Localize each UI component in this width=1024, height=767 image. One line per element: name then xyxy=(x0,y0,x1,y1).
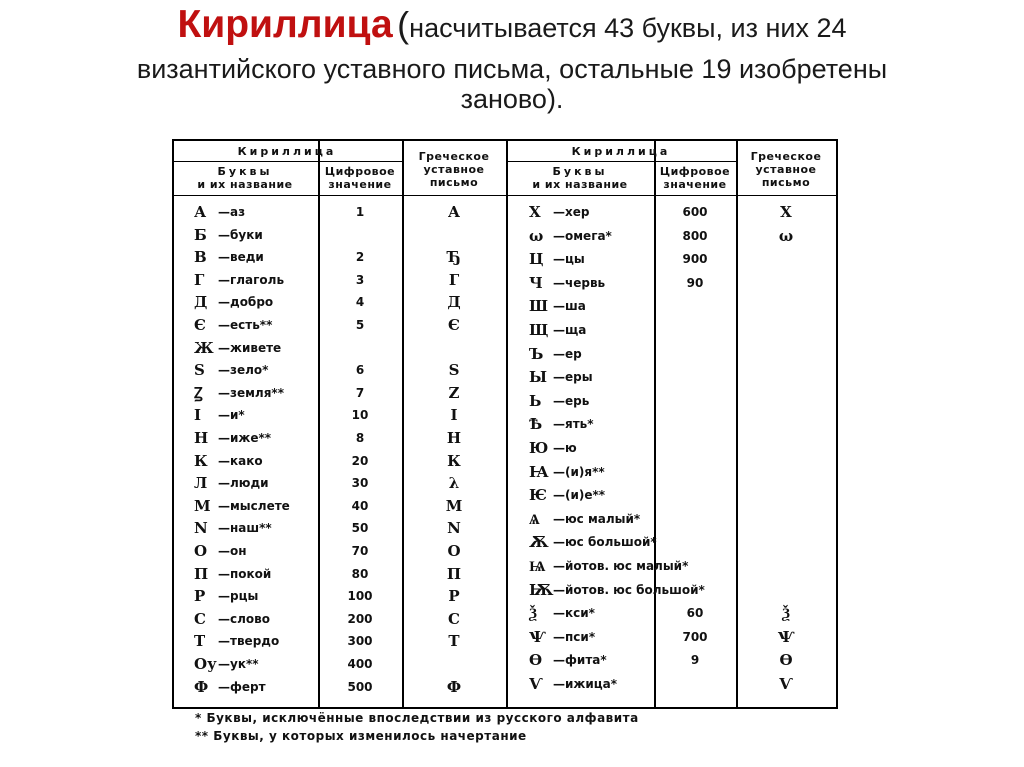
header-greek-left-2: уставное xyxy=(423,163,485,176)
greek-glyph: Ѯ xyxy=(782,604,790,623)
numeric-value: 4 xyxy=(355,295,365,310)
numeric-value: 40 xyxy=(351,498,369,513)
numeric-value: 500 xyxy=(347,679,373,694)
letter-name: —он xyxy=(218,544,247,558)
letter-glyph: Ж xyxy=(194,338,214,357)
letter-glyph: Ѫ xyxy=(529,533,549,552)
footnote-excluded: * Буквы, исключённые впоследствии из русского алфавита xyxy=(195,711,639,725)
letter-glyph: Ч xyxy=(529,273,543,292)
numeric-value: 20 xyxy=(351,453,369,468)
letter-glyph: Ѩ xyxy=(529,557,546,575)
letter-glyph: В xyxy=(194,248,207,267)
numeric-value: 90 xyxy=(686,275,704,290)
letter-glyph: Г xyxy=(194,270,205,289)
numeric-value: 900 xyxy=(682,252,708,267)
numeric-value: 2 xyxy=(355,250,365,265)
numeric-value: 200 xyxy=(347,611,373,626)
letter-name: —йотов. юс большой* xyxy=(553,582,705,597)
letter-glyph: Щ xyxy=(529,321,549,339)
letter-glyph: Ѧ xyxy=(529,509,540,528)
letter-name: —мыслете xyxy=(218,498,290,513)
numeric-value: 50 xyxy=(351,521,369,536)
letter-glyph: ω xyxy=(529,226,544,245)
letter-glyph: Б xyxy=(194,225,207,244)
header-greek-left-3: письмо xyxy=(429,176,479,189)
letter-name: —како xyxy=(218,453,263,468)
letter-name: —есть** xyxy=(218,318,273,332)
numeric-value: 300 xyxy=(347,634,373,649)
col-divider xyxy=(506,141,508,707)
greek-glyph: П xyxy=(446,564,462,583)
letter-name: —фита* xyxy=(553,653,607,668)
letter-name: —иже** xyxy=(218,431,272,445)
numeric-value: 70 xyxy=(351,544,369,558)
letter-glyph: О xyxy=(194,542,208,560)
letter-name: —земля** xyxy=(218,385,284,400)
header-greek-right-2: уставное xyxy=(755,163,817,176)
header-letters-left: Буквы xyxy=(217,165,273,178)
title-main: Кириллица xyxy=(177,3,393,46)
letter-name: —ижица* xyxy=(553,677,618,691)
header-letters-left-sub: и их название xyxy=(197,178,293,191)
header-value-right-sub: значение xyxy=(663,178,727,191)
letter-name: —ю xyxy=(553,441,577,455)
letter-glyph: Ь xyxy=(529,391,542,410)
letter-glyph: Ю xyxy=(529,439,549,457)
letter-name: —буки xyxy=(218,227,263,242)
header-bottom-rule xyxy=(172,195,838,196)
col-divider xyxy=(654,141,656,707)
letter-name: —ша xyxy=(553,299,586,314)
title-line-3: заново). xyxy=(460,84,564,114)
letter-glyph: А xyxy=(194,203,207,221)
header-rule xyxy=(172,161,402,162)
letter-name: —добро xyxy=(218,295,274,310)
letter-name: —омега* xyxy=(553,228,612,243)
greek-glyph: Ѵ xyxy=(779,675,793,693)
greek-glyph: Z xyxy=(448,383,460,402)
greek-glyph: Ф xyxy=(446,677,462,696)
numeric-value: 700 xyxy=(682,629,708,644)
greek-glyph: Д xyxy=(447,293,461,312)
numeric-value: 30 xyxy=(351,476,369,491)
numeric-value: 5 xyxy=(355,318,365,332)
header-cyrillic-right: Кириллица xyxy=(571,145,671,158)
greek-glyph: Ѕ xyxy=(448,361,460,380)
greek-glyph: А xyxy=(447,203,461,221)
letter-glyph: Ш xyxy=(529,297,549,316)
letter-name: —червь xyxy=(553,275,606,290)
greek-glyph: Т xyxy=(448,632,460,651)
greek-glyph: ω xyxy=(778,226,794,245)
letter-glyph: Х xyxy=(529,203,541,221)
letter-name: —(и)я** xyxy=(553,464,605,479)
letter-glyph: Ѳ xyxy=(529,651,543,670)
letter-name: —веди xyxy=(218,250,264,265)
title-line-1: насчитывается 43 буквы, из них 24 xyxy=(409,13,847,43)
letter-name: —твердо xyxy=(218,634,280,649)
letter-name: —пси* xyxy=(553,629,596,644)
letter-name: —слово xyxy=(218,611,270,626)
slide-title xyxy=(0,4,1024,114)
letter-name: —(и)е** xyxy=(553,488,606,503)
letter-glyph: Ц xyxy=(529,250,544,269)
header-letters-right: Буквы xyxy=(552,165,608,178)
letter-glyph: Ъ xyxy=(529,344,544,363)
header-greek-right-3: письмо xyxy=(761,176,811,189)
letter-name: —ерь xyxy=(553,393,590,408)
letter-name: —глаголь xyxy=(218,272,285,287)
letter-name: —люди xyxy=(218,476,269,491)
numeric-value: 10 xyxy=(351,408,369,423)
letter-name: —юс малый* xyxy=(553,511,641,526)
header-greek-right: Греческое xyxy=(750,150,822,163)
letter-name: —цы xyxy=(553,252,585,267)
numeric-value: 80 xyxy=(351,566,369,581)
header-value-right: Цифровое xyxy=(659,165,731,178)
alphabet-table xyxy=(172,139,838,709)
letter-name: —ер xyxy=(553,346,582,361)
letter-glyph: Ы xyxy=(529,368,548,387)
letter-name: —ща xyxy=(553,323,587,337)
greek-glyph: Ѱ xyxy=(777,627,795,646)
numeric-value: 400 xyxy=(347,657,373,671)
greek-glyph: Є xyxy=(448,316,460,334)
numeric-value: 60 xyxy=(686,606,704,621)
header-cyrillic-left: Кириллица xyxy=(237,145,337,158)
letter-glyph: К xyxy=(194,451,208,470)
greek-glyph: λ xyxy=(448,474,460,493)
letter-glyph: Ѵ xyxy=(529,675,543,693)
letter-name: —зело* xyxy=(218,363,269,378)
numeric-value: 8 xyxy=(355,431,365,445)
letter-name: —ук** xyxy=(218,657,259,671)
header-value-left-sub: значение xyxy=(328,178,392,191)
letter-glyph: П xyxy=(194,564,209,583)
letter-glyph: І xyxy=(194,406,202,425)
greek-glyph: Ђ xyxy=(447,248,461,267)
letter-glyph: Ѣ xyxy=(529,415,543,434)
greek-glyph: К xyxy=(447,451,461,470)
greek-glyph: Р xyxy=(448,587,460,606)
letter-name: —покой xyxy=(218,566,272,581)
letter-glyph: Ѥ xyxy=(529,486,547,505)
greek-glyph: Ѳ xyxy=(779,651,793,670)
footnote-changed: ** Буквы, у которых изменилось начертание xyxy=(195,729,527,743)
numeric-value: 100 xyxy=(347,589,373,604)
letter-name: —аз xyxy=(218,205,246,219)
letter-name: —ять* xyxy=(553,417,594,432)
letter-glyph: Л xyxy=(194,474,208,493)
letter-name: —хер xyxy=(553,205,590,219)
letter-glyph: Д xyxy=(194,293,208,312)
letter-name: —йотов. юс малый* xyxy=(553,559,689,573)
header-letters-right-sub: и их название xyxy=(532,178,628,191)
numeric-value: 1 xyxy=(355,205,365,219)
header-rule xyxy=(506,161,736,162)
letter-name: —еры xyxy=(553,370,593,385)
letter-glyph: N xyxy=(194,519,208,538)
letter-glyph: Ꙁ xyxy=(194,383,203,402)
header-greek-left: Греческое xyxy=(418,150,490,163)
letter-glyph: Є xyxy=(194,316,206,334)
letter-glyph: Оу xyxy=(194,655,217,673)
letter-name: —и* xyxy=(218,408,245,423)
title-paren: ( xyxy=(397,4,410,45)
numeric-value: 800 xyxy=(682,228,708,243)
letter-glyph: Ф xyxy=(194,677,209,696)
table-border-left xyxy=(172,141,174,707)
letter-name: —наш** xyxy=(218,521,272,536)
numeric-value: 9 xyxy=(690,653,700,668)
letter-name: —кси* xyxy=(553,606,595,621)
letter-glyph: М xyxy=(194,496,211,515)
numeric-value: 3 xyxy=(355,272,365,287)
table-border-right xyxy=(836,141,838,707)
greek-glyph: Г xyxy=(448,270,460,289)
letter-glyph: Ѭ xyxy=(529,580,554,599)
letter-name: —рцы xyxy=(218,589,259,604)
col-divider xyxy=(736,141,738,707)
greek-glyph: О xyxy=(447,542,461,560)
letter-glyph: Ѱ xyxy=(529,627,546,646)
letter-glyph: С xyxy=(194,609,206,628)
greek-glyph: І xyxy=(450,406,458,425)
letter-glyph: Т xyxy=(194,632,206,651)
letter-glyph: Ѯ xyxy=(529,604,537,623)
letter-name: —живете xyxy=(218,340,282,355)
greek-glyph: М xyxy=(445,496,463,515)
letter-name: —юс большой* xyxy=(553,535,657,550)
greek-glyph: Х xyxy=(780,203,792,221)
letter-glyph: Ꙗ xyxy=(529,462,549,481)
letter-name: —ферт xyxy=(218,679,266,694)
greek-glyph: Н xyxy=(446,429,462,447)
header-value-left: Цифровое xyxy=(324,165,396,178)
title-line-2: византийского уставного письма, остальные 19 изобретены xyxy=(136,54,888,84)
numeric-value: 7 xyxy=(355,385,365,400)
greek-glyph: N xyxy=(447,519,461,538)
greek-glyph: С xyxy=(448,609,460,628)
numeric-value: 6 xyxy=(355,363,365,378)
letter-glyph: Н xyxy=(194,429,209,447)
numeric-value: 600 xyxy=(682,205,708,219)
letter-glyph: Р xyxy=(194,587,206,606)
letter-glyph: Ѕ xyxy=(194,361,205,380)
